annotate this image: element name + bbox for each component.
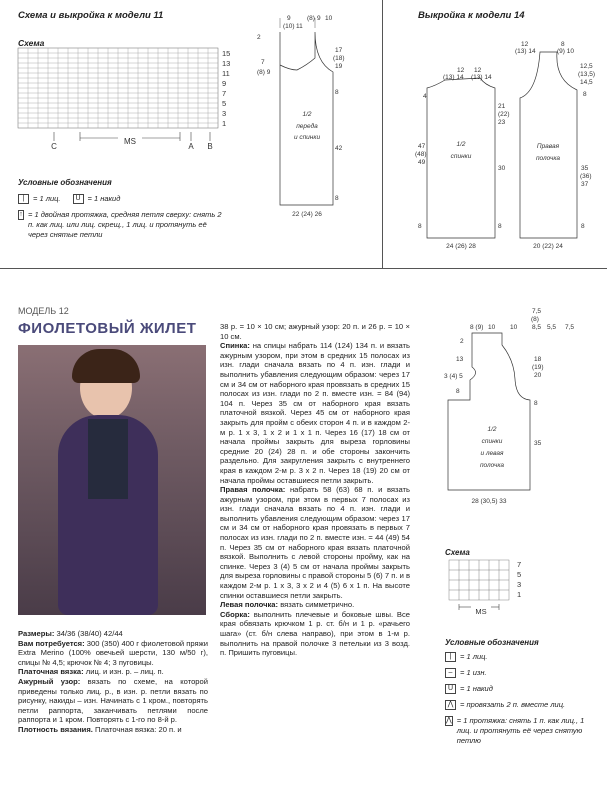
svg-text:12: 12: [457, 67, 465, 74]
svg-text:10: 10: [488, 324, 496, 331]
svg-text:20 (22) 24: 20 (22) 24: [533, 243, 563, 250]
row-number: 3: [222, 109, 227, 118]
svg-text:8: 8: [498, 223, 502, 230]
svg-text:7,5: 7,5: [532, 308, 542, 315]
model14-title: Выкройка к модели 14: [418, 10, 525, 21]
legend-12: [445, 652, 595, 746]
svg-text:13: 13: [456, 356, 464, 363]
svg-text:5: 5: [517, 570, 522, 579]
double-decrease-symbol: ↑: [19, 211, 23, 218]
article-col2: 38 р. = 10 × 10 см; ажурный узор: 20 п. и 26 р. = 10 × 10 см. Спинка: на спицы набрать 114 (124) 134 п. и вязать ажурным узором, при этом в средних 15 полосах из изн. глади сначала вязать по 4 п. изн. глади и выполнить убавления следующим образом: через 17 см и 34 см от наборного края провязать в средних 15 полосах из изн. глади по 2 п. вместе изн. = 84 (94) 104 п. Через 35 см от наборного края вязать платочной вязкой. Через 45 см от наборного края закрыть для пройм с обеих сторон 4 п. и в каждом 2-м р. 1 х 3, 1 х 2 и 1 х 1 п. Через 16 (17) 18 см от начала проймы закрыть для выреза горловины средние 20 (24) 28 п. и обе стороны закончить раздельно. Для закругления закрыть с внутреннего края в каждом 2-м р. 3 х 2 п. Через 18 (19) 20 см от начала проймы оставшиеся петли закрыть. Правая полочка: набрать 58 (63) 68 п. и вязать ажурным узором, при этом в первых 7 полосах из изн. глади сначала вязать по 4 п. изн. глади и выполнить убавления следующим образом: через 17 см и 34 см от наборного края провязать в первых 7 полосах из изн. глади по 2 п. вместе изн. = 44 (49) 54 п. Через 35 см от наборного края вязать платочной вязкой. Выполнить с левой стороны пройму, как на спинке. Через 3 (4) 5 см от начала проймы закрыть для выреза горловины с правой стороны 5 (6) 7 п. и в каждом 2-м р. 1 х 3, 3 х 2 и 4 (5) 6 х 1 п. На высоте спинки оставшиеся петли закрыть. Левая полочка: вязать симметрично. Сборка: выполнить плечевые и боковые швы. Все края обвязать крючком 1 р. ст. б/н и 1 р. «рачьего шага» (ст. б/н слева направо), при этом в 1-м р. выполнить на правой полочке 3 петельки из 3 возд. п. Пришить пуговицы.: [220, 322, 410, 658]
svg-text:49: 49: [418, 159, 426, 166]
svg-text:(18): (18): [333, 55, 345, 62]
svg-text:19: 19: [335, 63, 343, 70]
svg-text:(8): (8): [307, 15, 315, 22]
svg-text:14,5: 14,5: [580, 79, 593, 86]
legend-item: U = 1 накид: [445, 684, 595, 694]
svg-text:8: 8: [561, 41, 565, 48]
marker-a: A: [188, 142, 194, 151]
legend-title-11: Условные обозначения: [18, 178, 112, 187]
legend-item-knit: | = 1 лиц. U = 1 накид: [18, 194, 120, 204]
scheme-label-12: Схема: [445, 548, 470, 557]
knit-symbol: |: [18, 194, 29, 204]
svg-text:18: 18: [534, 356, 542, 363]
row-number: 5: [222, 99, 227, 108]
svg-text:1/2: 1/2: [456, 141, 466, 148]
svg-text:(13) 14: (13) 14: [471, 74, 492, 81]
svg-text:10: 10: [325, 15, 333, 22]
row-number: 11: [222, 69, 230, 78]
svg-text:9: 9: [317, 15, 321, 22]
svg-text:8: 8: [418, 223, 422, 230]
svg-text:и спинки: и спинки: [293, 134, 321, 141]
svg-text:5,5: 5,5: [547, 324, 557, 331]
divider-horizontal: [0, 268, 607, 269]
scheme-label: Схема: [18, 38, 45, 48]
legend-item-double: ↑ = 1 двойная протяжка, средняя петля сверху: снять 2 п. как лиц. или лиц. скрещ., 1 лиц. и протянуть её через снятые петли: [19, 210, 222, 239]
pattern-model12: [420, 305, 607, 515]
model-photo: [18, 345, 206, 615]
svg-text:8: 8: [534, 400, 538, 407]
svg-text:23: 23: [498, 119, 506, 126]
model11-title: Схема и выкройка к модели 11: [18, 10, 164, 21]
svg-text:20: 20: [534, 372, 542, 379]
yarnover-symbol: U: [73, 194, 84, 204]
svg-text:полочка: полочка: [535, 155, 561, 162]
svg-text:3 (4) 5: 3 (4) 5: [444, 373, 463, 380]
legend-item: | = 1 лиц.: [445, 652, 595, 662]
svg-text:(8): (8): [531, 316, 539, 323]
svg-text:10: 10: [510, 324, 518, 331]
pattern-model14: [405, 30, 605, 250]
legend-item: ⋀ = провязать 2 п. вместе лиц.: [445, 700, 595, 710]
svg-text:47: 47: [418, 143, 426, 150]
svg-text:30: 30: [498, 165, 506, 172]
svg-text:8: 8: [581, 223, 585, 230]
legend-title-12: Условные обозначения: [445, 638, 539, 647]
svg-text:8 (9): 8 (9): [470, 324, 484, 331]
svg-text:7,5: 7,5: [565, 324, 575, 331]
svg-text:42: 42: [335, 145, 343, 152]
row-number: 15: [222, 49, 231, 58]
svg-text:Правая: Правая: [536, 143, 560, 150]
svg-text:1: 1: [517, 590, 522, 599]
svg-text:12: 12: [521, 41, 529, 48]
knit-chart-model11: [14, 44, 244, 156]
svg-text:12: 12: [474, 67, 482, 74]
marker-b: B: [207, 142, 213, 151]
svg-text:полочка: полочка: [479, 462, 505, 469]
svg-text:11: 11: [296, 23, 303, 30]
svg-text:8: 8: [335, 89, 339, 96]
legend-item: – = 1 изн.: [445, 668, 595, 678]
svg-text:(13) 14: (13) 14: [515, 48, 536, 55]
svg-text:8,5: 8,5: [532, 324, 542, 331]
svg-text:(48): (48): [415, 151, 427, 158]
svg-text:7: 7: [517, 560, 522, 569]
svg-text:спинки: спинки: [481, 438, 503, 445]
svg-text:(19): (19): [532, 364, 544, 371]
model-number: МОДЕЛЬ 12: [18, 306, 69, 316]
svg-text:4: 4: [423, 93, 427, 100]
svg-text:9: 9: [287, 15, 291, 22]
svg-text:(8) 9: (8) 9: [257, 69, 271, 76]
pattern-model11: [245, 10, 360, 220]
svg-text:2: 2: [460, 338, 464, 345]
svg-text:22 (24) 26: 22 (24) 26: [292, 211, 322, 218]
svg-text:8: 8: [335, 195, 339, 202]
svg-text:(22): (22): [498, 111, 510, 118]
svg-text:3: 3: [517, 580, 522, 589]
svg-text:17: 17: [335, 47, 343, 54]
row-number: 13: [222, 59, 231, 68]
row-number: 7: [222, 89, 227, 98]
svg-text:(13) 14: (13) 14: [443, 74, 464, 81]
article-title: ФИОЛЕТОВЫЙ ЖИЛЕТ: [18, 320, 197, 337]
divider-vertical: [382, 0, 383, 268]
svg-text:8: 8: [583, 91, 587, 98]
svg-text:переда: переда: [296, 123, 318, 130]
svg-text:12,5: 12,5: [580, 63, 593, 70]
knit-chart-model12: [445, 558, 535, 618]
svg-text:1/2: 1/2: [487, 426, 497, 433]
legend-item: ⋀ = 1 протяжка: снять 1 п. как лиц., 1 лиц. и протянуть её через снятую петлю: [446, 716, 585, 745]
svg-text:MS: MS: [475, 607, 487, 616]
svg-text:и левая: и левая: [480, 450, 504, 457]
row-number: 1: [222, 119, 227, 128]
svg-text:24 (26) 28: 24 (26) 28: [446, 243, 476, 250]
svg-text:(36): (36): [580, 173, 592, 180]
svg-text:28 (30,5) 33: 28 (30,5) 33: [471, 498, 507, 505]
marker-ms: MS: [124, 137, 136, 146]
svg-text:7: 7: [261, 59, 265, 66]
article-col1: Размеры: 34/36 (38/40) 42/44 Вам потребуется: 300 (350) 400 г фиолетовой пряжи Extra Merino (100% овечьей шерсти, 130 м/50 г), спицы № 4,5; крючок № 4; 3 пуговицы. Платочная вязка: лиц. и изн. р. – лиц. п. Ажурный узор: вязать по схеме, на которой приведены только лиц. р., в изн. р. петли вязать по рисунку, накиды – изн. Начинать с 1 кром., повторять петли раппорта, заканчивать петлями после раппорта и 1 кром. Повторять с 1-го по 8-й р. Плотность вязания. Платочная вязка: 20 п. и: [18, 629, 208, 734]
svg-text:(10): (10): [283, 23, 295, 30]
svg-text:8: 8: [456, 388, 460, 395]
row-number: 9: [222, 79, 227, 88]
svg-text:35: 35: [534, 440, 542, 447]
svg-text:37: 37: [581, 181, 589, 188]
svg-text:35: 35: [581, 165, 589, 172]
svg-text:(13,5): (13,5): [578, 71, 595, 78]
svg-text:2: 2: [257, 34, 261, 41]
svg-text:(9) 10: (9) 10: [557, 48, 574, 55]
svg-text:спинки: спинки: [450, 153, 472, 160]
marker-c: C: [51, 142, 57, 151]
svg-text:1/2: 1/2: [302, 111, 312, 118]
svg-text:21: 21: [498, 103, 506, 110]
